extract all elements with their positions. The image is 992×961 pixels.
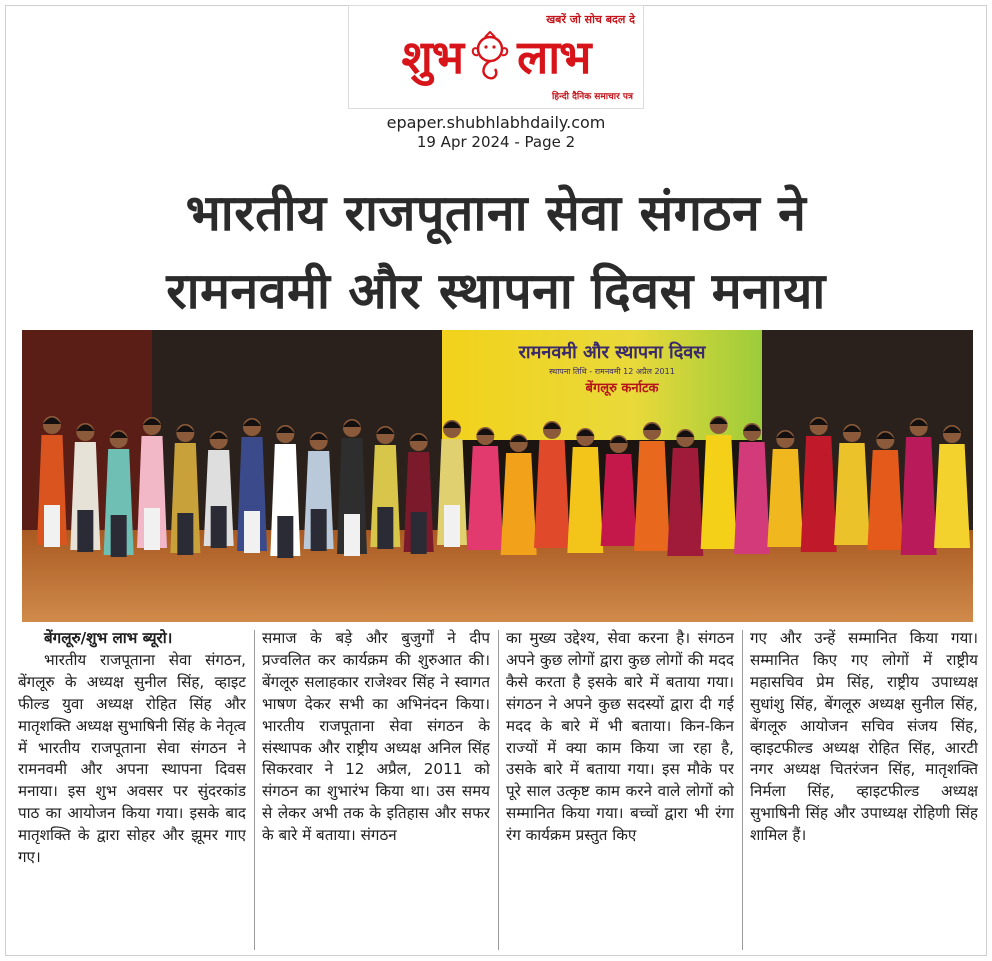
article-text-col-2: समाज के बड़े और बुजुर्गों ने दीप प्रज्वलित कर कार्यक्रम की शुरुआत की। बेंगलूरु सलाहकार राजेश्वर सिंह ने स्वागत भाषण देकर सभी का अभिनंदन किया। भारतीय राजपूताना सेवा संगठन के संस्थापक और राष्ट्रीय अध्यक्ष अनिल सिंह सिकरवार ने 12 अप्रैल, 2011 को संगठन का शुभारंभ किया था। उस समय से लेकर अभी तक के इतिहास और सफर के बारे में बताया। संगठन [262, 629, 490, 845]
person-figure [667, 429, 703, 556]
article-dateline: बेंगलूरु/शुभ लाभ ब्यूरो। [44, 629, 173, 647]
person-figure [170, 424, 200, 555]
article-column-3 [506, 628, 734, 954]
person-figure [801, 417, 837, 552]
banner-place: बेंगलूरु कर्नाटक [585, 381, 659, 396]
person-figure [701, 416, 737, 549]
ganesha-icon [467, 31, 513, 83]
person-figure [901, 418, 937, 555]
person-figure [237, 418, 267, 553]
event-group-photo [22, 330, 973, 622]
headline-line-2: रामनवमी और स्थापना दिवस मनाया [166, 262, 826, 320]
masthead-logo[interactable] [348, 5, 644, 109]
article-text-col-4: गए और उन्हें सम्मानित किया गया। सम्मानित किए गए लोगों में राष्ट्रीय महासचिव प्रेम सिंह, राष्ट्रीय उपाध्यक्ष सुधांशु सिंह, बेंगलूरु अध्यक्ष सुनील सिंह, बेंगलूरु आयोजन सचिव संजय सिंह, व्हाइटफील्ड अध्यक्ष रोहित सिंह, आरटी नगर अध्यक्ष चितरंजन सिंह, मातृशक्ति निर्मला सिंह, व्हाइटफील्ड अध्यक्ष सुभाषिनी सिंह और उपाध्यक्ष रोहिणी सिंह शामिल हैं। [750, 629, 978, 845]
person-figure [437, 420, 467, 547]
article-column-2 [262, 628, 490, 954]
masthead-tagline: खबरें जो सोच बदल दे [546, 13, 635, 26]
banner-title: रामनवमी और स्थापना दिवस [518, 342, 706, 363]
article-column-4 [750, 628, 978, 954]
banner-subtitle: स्थापना तिथि - रामनवमी 12 अप्रैल 2011 [549, 367, 675, 376]
article-text-col-3: का मुख्य उद्देश्य, सेवा करना है। संगठन अपने कुछ लोगों द्वारा कुछ लोगों की मदद कैसे करता है इसके बारे में बताया गया। संगठन ने अपने कुछ सदस्यों द्वारा दी गई मदद के बारे में भी बताया। किन-किन राज्यों में क्या काम किया जा रहा है, उसके बारे में बताया गया। इस मौके पर पूरे साल उत्कृष्ट काम करने वाले लोगों को सम्मानित किया गया। बच्चों द्वारा भी रंगा रंग कार्यक्रम प्रस्तुत किए [506, 629, 734, 845]
logo-word-left: शुभ [401, 30, 464, 84]
logo-wordmark [349, 24, 643, 90]
article-body [18, 628, 978, 954]
article-text-col-1: भारतीय राजपूताना सेवा संगठन, बेंगलूरु के अध्यक्ष सुनील सिंह, व्हाइट फील्ड युवा अध्यक्ष रोहित सिंह और मातृशक्ति अध्यक्ष सुभाषिनी सिंह के नेतृत्व में भारतीय राजपूताना सेवा संगठन ने रामनवमी और अपना स्थापना दिवस मनाया। इस शुभ अवसर पर सुंदरकांड पाठ का आयोजन किया गया। इसके बाद मातृशक्ति के द्वारा सोहर और झूमर गाए गए। [18, 650, 246, 867]
article-column-1 [18, 628, 246, 954]
masthead-subtitle: हिन्दी दैनिक समाचार पत्र [551, 92, 633, 102]
column-divider [254, 630, 255, 950]
person-figure [70, 423, 100, 552]
headline-line-1: भारतीय राजपूताना सेवा संगठन ने [185, 184, 807, 242]
person-figure [37, 416, 67, 547]
group-photo-illustration [22, 330, 973, 622]
person-figure [534, 421, 570, 548]
person-figure [734, 423, 770, 554]
person-figure [137, 417, 167, 550]
logo-word-right: लाभ [517, 30, 591, 84]
column-divider [498, 630, 499, 950]
person-figure [634, 422, 670, 551]
column-divider [742, 630, 743, 950]
edition-date-page: 19 Apr 2024 - Page 2 [416, 133, 576, 151]
epaper-url[interactable]: epaper.shubhlabhdaily.com [386, 113, 606, 132]
person-figure [104, 430, 134, 557]
person-figure [270, 425, 300, 558]
person-figure [337, 419, 367, 556]
